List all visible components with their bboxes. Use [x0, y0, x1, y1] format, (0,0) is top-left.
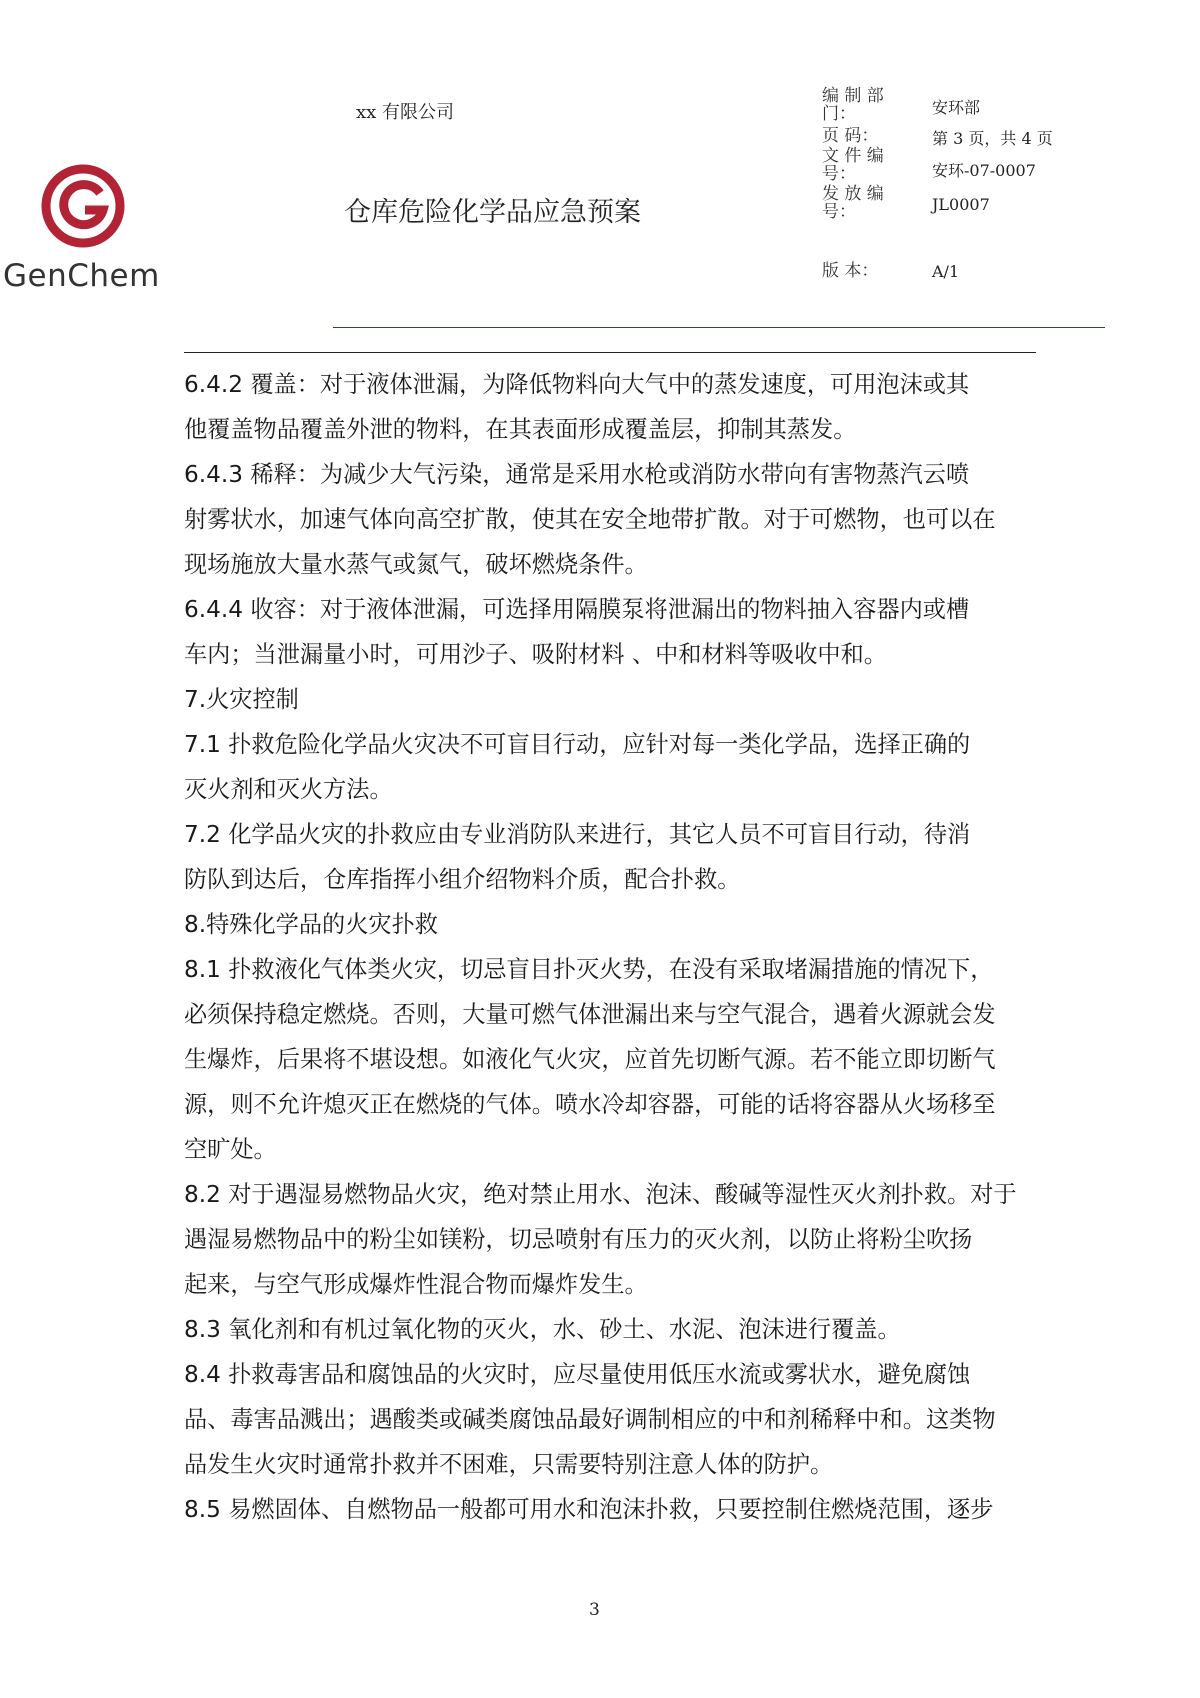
meta-value-file-number: 安环-07-0007 [932, 161, 1036, 180]
body-line: 6.4.4 收容：对于液体泄漏，可选择用隔膜泵将泄漏出的物料抽入容器内或槽 [184, 596, 970, 623]
body-line: 6.4.3 稀释：为减少大气污染，通常是采用水枪或消防水带向有害物蒸汽云喷 [184, 461, 970, 488]
body-line: 现场施放大量水蒸气或氮气，破坏燃烧条件。 [184, 551, 648, 578]
body-line: 8.5 易燃固体、自燃物品一般都可用水和泡沫扑救，只要控制住燃烧范围，逐步 [184, 1496, 994, 1523]
body-line: 品、毒害品溅出；遇酸类或碱类腐蚀品最好调制相应的中和剂稀释中和。这类物 [184, 1406, 996, 1433]
meta-label-version: 版 本： [822, 261, 879, 281]
body-line: 8.3 氧化剂和有机过氧化物的灭火，水、砂土、水泥、泡沫进行覆盖。 [184, 1316, 901, 1343]
document-meta [822, 87, 1082, 287]
body-line: 车内；当泄漏量小时，可用沙子、吸附材料 、中和材料等吸收中和。 [184, 641, 887, 668]
body-line: 6.4.2 覆盖：对于液体泄漏，为降低物料向大气中的蒸发速度，可用泡沫或其 [184, 371, 970, 398]
document-body [184, 362, 1064, 1532]
page-number: 3 [589, 1600, 600, 1620]
body-line: 源，则不允许熄灭正在燃烧的气体。喷水冷却容器，可能的话将容器从火场移至 [184, 1091, 996, 1118]
meta-value-version: A/1 [932, 262, 960, 281]
meta-value-page: 第 3 页，共 4 页 [932, 129, 1053, 148]
company-name: xx 有限公司 [356, 102, 455, 123]
meta-label-issue-number: 发 放 编 号： [822, 184, 884, 222]
meta-label-file-number: 文 件 编 号： [822, 146, 884, 184]
header-divider [333, 327, 1105, 328]
body-line: 8.2 对于遇湿易燃物品火灾，绝对禁止用水、泡沫、酸碱等湿性灭火剂扑救。对于 [184, 1181, 1017, 1208]
section-heading: 7.火灾控制 [184, 686, 299, 713]
content-top-rule [184, 352, 1036, 353]
meta-label-page: 页 码： [822, 126, 879, 146]
genchem-logo-icon [40, 163, 126, 249]
document-title: 仓库危险化学品应急预案 [344, 197, 641, 228]
section-heading: 8.特殊化学品的火灾扑救 [184, 911, 438, 938]
body-line: 射雾状水，加速气体向高空扩散，使其在安全地带扩散。对于可燃物，也可以在 [184, 506, 996, 533]
body-line: 8.4 扑救毒害品和腐蚀品的火灾时，应尽量使用低压水流或雾状水，避免腐蚀 [184, 1361, 971, 1388]
body-line: 7.2 化学品火灾的扑救应由专业消防队来进行，其它人员不可盲目行动，待消 [184, 821, 971, 848]
brand-name: GenChem [3, 258, 160, 294]
meta-value-issue-number: JL0007 [932, 195, 990, 214]
body-line: 必须保持稳定燃烧。否则，大量可燃气体泄漏出来与空气混合，遇着火源就会发 [184, 1001, 996, 1028]
genchem-logo [0, 163, 170, 303]
body-line: 起来，与空气形成爆炸性混合物而爆炸发生。 [184, 1271, 648, 1298]
body-line: 生爆炸，后果将不堪设想。如液化气火灾，应首先切断气源。若不能立即切断气 [184, 1046, 996, 1073]
body-line: 防队到达后，仓库指挥小组介绍物料介质，配合扑救。 [184, 866, 741, 893]
body-line: 遇湿易燃物品中的粉尘如镁粉，切忌喷射有压力的灭火剂，以防止将粉尘吹扬 [184, 1226, 973, 1253]
body-line: 品发生火灾时通常扑救并不困难，只需要特别注意人体的防护。 [184, 1451, 834, 1478]
body-line: 7.1 扑救危险化学品火灾决不可盲目行动，应针对每一类化学品，选择正确的 [184, 731, 971, 758]
body-line: 他覆盖物品覆盖外泄的物料，在其表面形成覆盖层，抑制其蒸发。 [184, 416, 857, 443]
body-line: 8.1 扑救液化气体类火灾，切忌盲目扑灭火势，在没有采取堵漏措施的情况下， [184, 956, 994, 983]
meta-label-department: 编 制 部 门： [822, 86, 884, 124]
body-line: 空旷处。 [184, 1136, 277, 1163]
body-line: 灭火剂和灭火方法。 [184, 776, 393, 803]
meta-value-department: 安环部 [932, 98, 981, 117]
